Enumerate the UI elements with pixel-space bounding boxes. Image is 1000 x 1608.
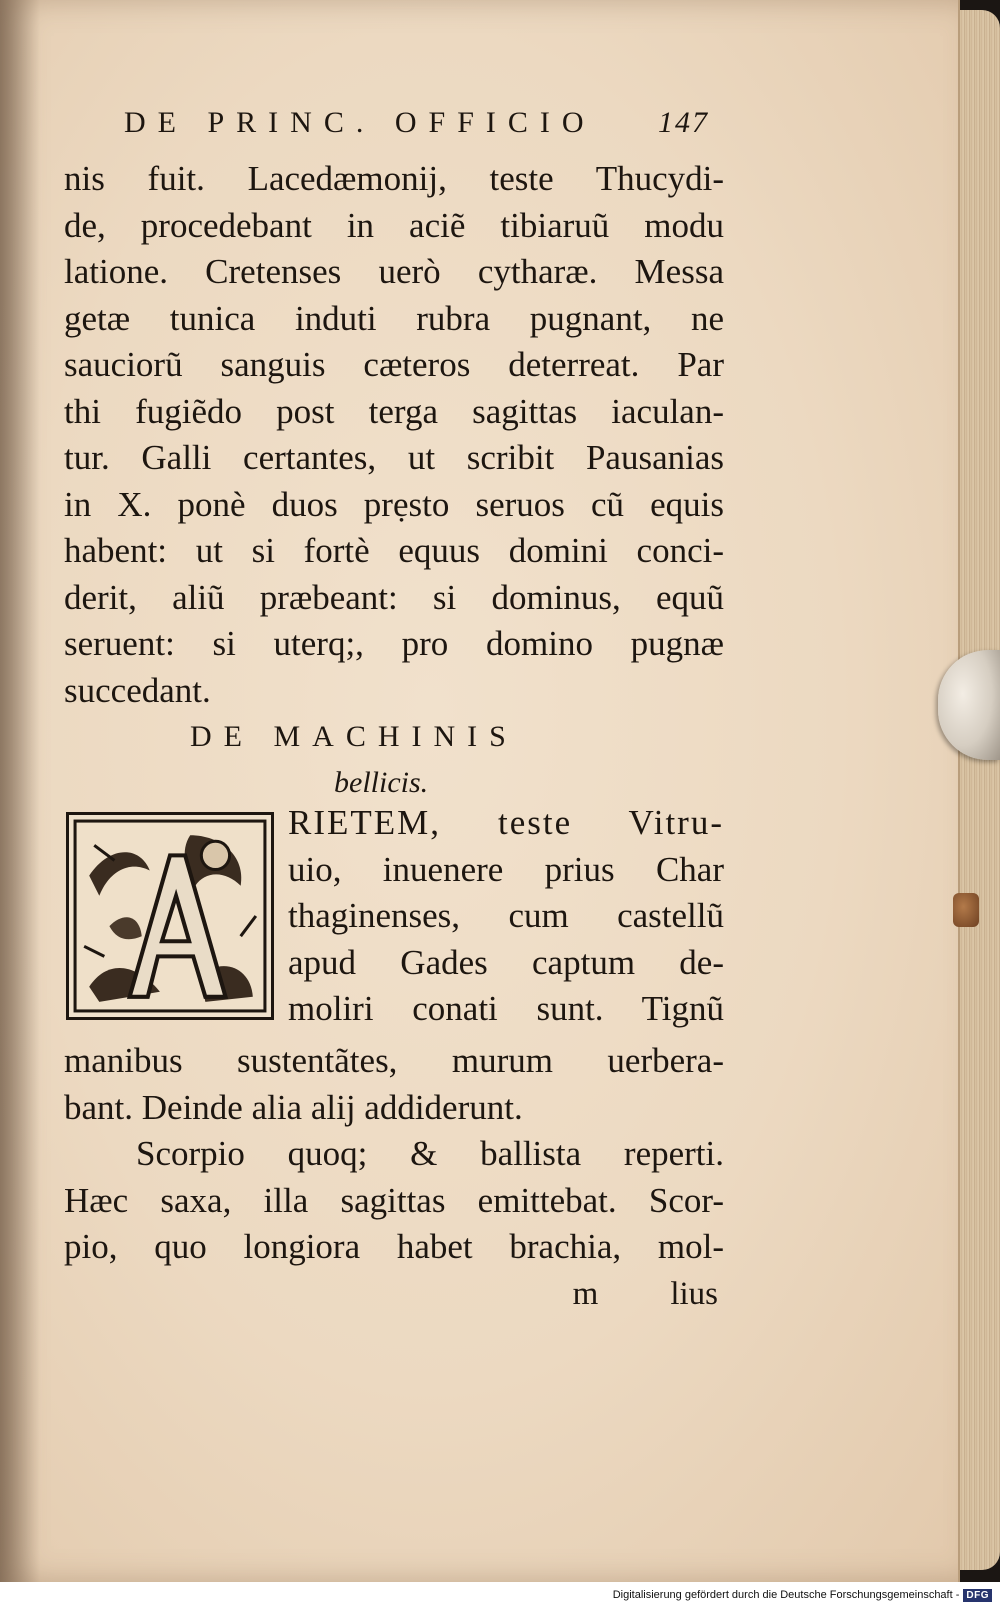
- text-line: de, procedebant in aciẽ tibiaruũ modu: [64, 205, 724, 245]
- text-line: RIETEM, teste Vitru-: [288, 803, 724, 842]
- woodcut-initial-a-icon: [69, 815, 271, 1017]
- section-subheading: bellicis.: [334, 766, 429, 799]
- text-block: [64, 106, 724, 1317]
- text-line: tur. Galli certantes, ut scribit Pausanias: [64, 438, 724, 477]
- woodcut-initial: [66, 812, 274, 1020]
- text-line: latione. Cretenses uerò cytharæ. Messa: [64, 252, 724, 291]
- text-line: succedant.: [64, 670, 211, 710]
- initial-paragraph: [64, 803, 724, 1038]
- initial-adjacent-lines: [288, 800, 724, 1033]
- footer-credit: Digitalisierung gefördert durch die Deutsche Forschungsgemeinschaft -: [612, 1589, 960, 1601]
- digitization-footer: [0, 1582, 1000, 1608]
- text-line: Scorpio quoq; & ballista reperti.: [136, 1134, 724, 1173]
- section-heading: DE MACHINIS: [190, 720, 518, 753]
- text-line: moliri conati sunt. Tignũ: [288, 989, 724, 1028]
- text-line: pio, quo longiora habet brachia, mol-: [64, 1227, 724, 1266]
- text-line: seruent: si uterq;, pro domino pugnæ: [64, 624, 724, 663]
- text-line: sauciorũ sanguis cæteros deterreat. Par: [64, 345, 724, 384]
- text-line: in X. ponè duos prẹsto seruos cũ equis: [64, 484, 724, 524]
- text-line: Hæc saxa, illa sagittas emittebat. Scor-: [64, 1180, 724, 1220]
- text-line: habent: ut si fortè equus domini conci-: [64, 531, 724, 570]
- text-line: manibus sustentãtes, murum uerbera-: [64, 1041, 724, 1080]
- catchword: lius: [670, 1275, 718, 1312]
- running-head-title: DE PRINC. OFFICIO: [124, 106, 596, 139]
- signature-mark: m: [572, 1275, 599, 1312]
- catchword-line: [64, 1271, 724, 1317]
- dfg-logo: DFG: [963, 1589, 992, 1602]
- text-line: thi fugiẽdo post terga sagittas iaculan-: [64, 391, 724, 431]
- text-line: getæ tunica induti rubra pugnant, ne: [64, 298, 724, 338]
- text-line: thaginenses, cum castellũ: [288, 896, 724, 935]
- page-number: 147: [658, 106, 709, 139]
- page-gutter-shadow: [0, 0, 40, 1582]
- clasp-pin: [953, 893, 979, 927]
- body-top-paragraph: [64, 156, 724, 714]
- body-bottom-paragraph: [64, 1038, 724, 1271]
- text-line: derit, aliũ præbeant: si dominus, equũ: [64, 577, 724, 617]
- text-line: bant. Deinde alia alij addiderunt.: [64, 1087, 523, 1127]
- text-line: apud Gades captum de-: [288, 942, 724, 982]
- text-line: uio, inuenere prius Char: [288, 849, 724, 889]
- text-line: nis fuit. Lacedæmonij, teste Thucydi-: [64, 159, 724, 198]
- running-head: [64, 106, 724, 156]
